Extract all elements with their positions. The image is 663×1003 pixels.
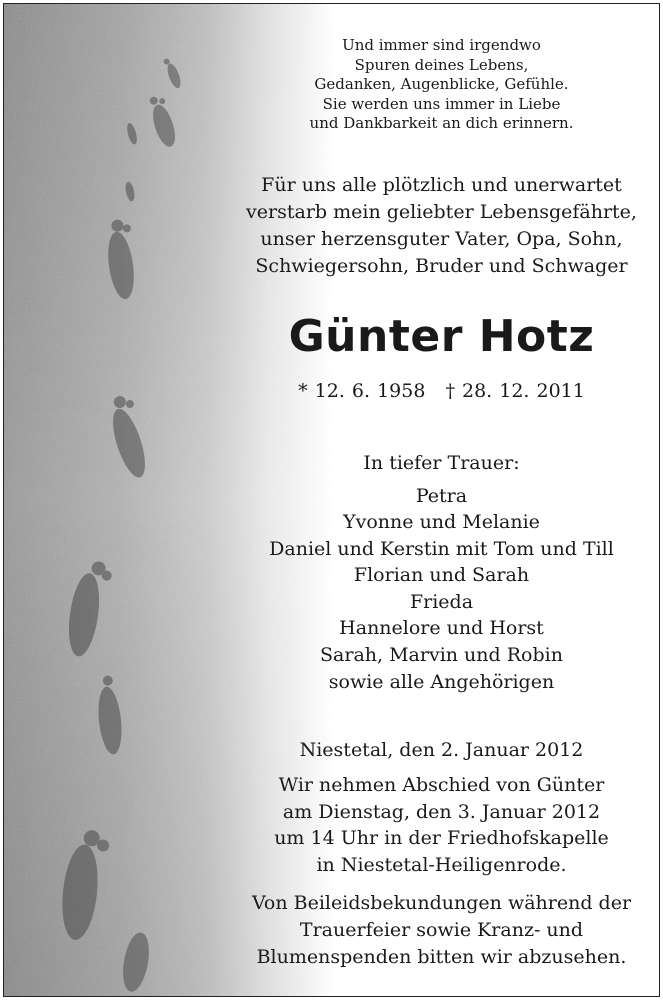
funeral-line: in Niestetal-Heiligenrode.	[316, 853, 567, 876]
verse-line: Spuren deines Lebens,	[354, 55, 529, 74]
funeral-line: um 14 Uhr in der Friedhofskapelle	[274, 827, 609, 850]
memorial-verse	[236, 36, 647, 134]
mourner-entry: Hannelore und Horst	[339, 617, 544, 640]
life-dates	[236, 378, 647, 404]
announcement-line: Für uns alle plötzlich und unerwartet	[261, 173, 622, 196]
verse-line: Sie werden uns immer in Liebe	[322, 94, 561, 113]
death-announcement	[236, 172, 647, 280]
announcement-line: Schwiegersohn, Bruder und Schwager	[255, 254, 628, 277]
mourner-entry: Sarah, Marvin und Robin	[320, 644, 563, 667]
funeral-line: Wir nehmen Abschied von Günter	[278, 774, 605, 797]
death-date: † 28. 12. 2011	[445, 379, 585, 402]
mourner-entry: Florian und Sarah	[353, 564, 530, 587]
condolence-request	[236, 890, 647, 971]
announcement-line: verstarb mein geliebter Lebensgefährte,	[246, 200, 637, 223]
closing-line: Trauerfeier sowie Kranz- und	[299, 919, 584, 942]
birth-date: * 12. 6. 1958	[298, 379, 426, 402]
announcement-line: unser herzensguter Vater, Opa, Sohn,	[260, 227, 623, 250]
verse-line: Gedanken, Augenblicke, Gefühle.	[314, 75, 569, 93]
mourner-entry: sowie alle Angehörigen	[328, 670, 555, 693]
mourner-entry: Daniel und Kerstin mit Tom und Till	[269, 537, 614, 560]
mourner-entry: Yvonne und Melanie	[343, 511, 540, 534]
obituary-notice	[3, 3, 660, 997]
closing-line: Blumenspenden bitten wir abzusehen.	[256, 946, 627, 969]
funeral-line: am Dienstag, den 3. Januar 2012	[282, 800, 601, 823]
deceased-name: Günter Hotz	[288, 310, 595, 362]
funeral-details	[236, 772, 647, 878]
mourner-entry: Petra	[415, 484, 468, 507]
mourners-heading: In tiefer Trauer:	[363, 451, 520, 474]
mourner-entry: Frieda	[409, 590, 474, 613]
verse-line: Und immer sind irgendwo	[342, 36, 541, 54]
mourners-list	[236, 483, 647, 696]
verse-line: und Dankbarkeit an dich erinnern.	[309, 114, 574, 132]
place-and-date: Niestetal, den 2. Januar 2012	[299, 739, 584, 762]
closing-line: Von Beileidsbekundungen während der	[251, 892, 632, 915]
notice-text	[236, 4, 647, 971]
